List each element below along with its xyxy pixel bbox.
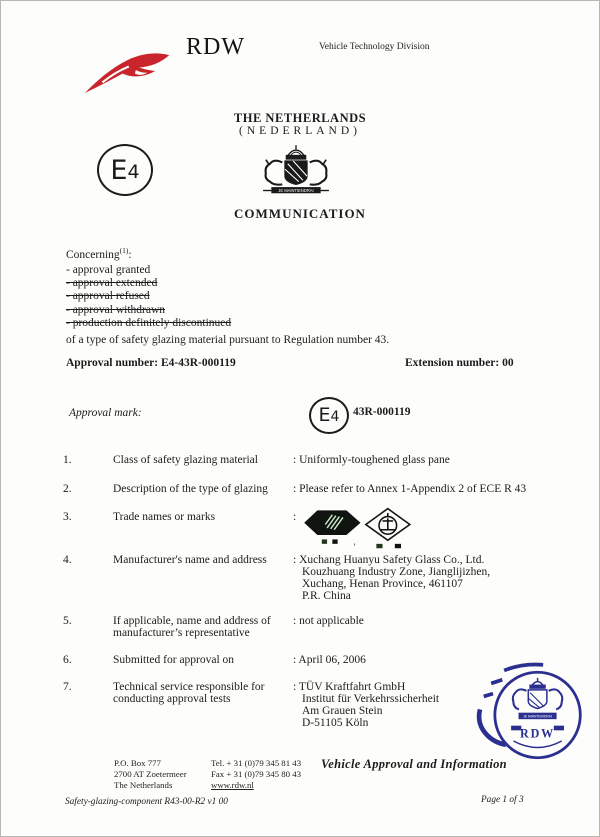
trade-mark-logos (301, 506, 413, 550)
item-6-value: : April 06, 2006 (293, 654, 366, 666)
item-4-number: 4. (63, 554, 72, 566)
footer-department: Vehicle Approval and Information (321, 757, 507, 771)
rdw-blue-stamp-icon (467, 661, 597, 769)
item-6-number: 6. (63, 654, 72, 666)
communication-heading: COMMUNICATION (234, 206, 366, 221)
svg-text:,: , (353, 536, 356, 547)
footer-fax: Fax + 31 (0)79 345 80 43 (211, 769, 301, 779)
svg-text:JE MAINTIENDRAI: JE MAINTIENDRAI (523, 714, 552, 719)
approval-mark-value: 43R-000119 (353, 406, 411, 418)
option-approval-refused: - approval refused (66, 290, 150, 303)
netherlands-coat-of-arms-icon (248, 140, 344, 204)
diamond-circle-logo-icon (366, 509, 410, 541)
option-production-discontinued: - production definitely discontinued (66, 316, 232, 329)
item-5-number: 5. (63, 615, 72, 627)
footer-website: www.rdw.nl (211, 780, 254, 790)
e4-letter: E (110, 154, 128, 186)
item-7-value: : TÜV Kraftfahrt GmbH Institut für Verkehrssicherheit Am Grauen Stein D-51105 Köln (293, 681, 440, 729)
item-3-label: Trade names or marks (113, 511, 216, 523)
coat-of-arms-banner-text: JE MAINTIENDRAI (278, 187, 314, 193)
item-2-value: : Please refer to Annex 1-Appendix 2 of ECE R 43 (293, 483, 527, 495)
footer-tel: Tel. + 31 (0)79 345 81 43 (211, 758, 302, 768)
item-4-value: : Xuchang Huanyu Safety Glass Co., Ltd. Kouzhuang Industry Zone, Jianglijizhen, Xuchang, Henan Province, 461107 P.R. China (293, 554, 491, 602)
item-4-label: Manufacturer's name and address (113, 554, 267, 566)
item-7-number: 7. (63, 681, 72, 693)
approval-mark-label: Approval mark: (69, 407, 142, 419)
concerning-label: Concerning$^{(1)}$: (66, 246, 132, 261)
item-1-number: 1. (63, 454, 72, 466)
option-approval-granted: - approval granted (66, 264, 151, 276)
rdw-logo-swoosh-icon (83, 43, 171, 99)
extension-number: Extension number: 00 (405, 357, 514, 369)
footnote-ref: (1) (119, 246, 129, 255)
country-title-native: (NEDERLAND) (239, 125, 361, 137)
brand-wordmark: RDW (186, 34, 245, 60)
item-3-number: 3. (63, 511, 72, 523)
page-number: Page 1 of 3 (481, 795, 524, 805)
e4-mark-small-icon: E 4 (309, 397, 349, 434)
division-title: Vehicle Technology Division (319, 42, 430, 52)
item-2-number: 2. (63, 483, 72, 495)
item-7-label: Technical service responsible for conducting approval tests (113, 681, 265, 705)
country-title: THE NETHERLANDS (233, 111, 367, 125)
item-1-value: : Uniformly-toughened glass pane (293, 454, 450, 466)
footer-address: P.O. Box 777 2700 AT Zoetermeer The Netherlands (114, 758, 187, 790)
stamp-rdw-text: RDW (520, 726, 556, 741)
e4-approval-mark-icon (97, 144, 153, 196)
option-approval-withdrawn: - approval withdrawn (66, 303, 165, 316)
e4-number: 4 (127, 160, 140, 183)
document-id: Safety-glazing-component R43-00-R2 v1 00 (65, 797, 228, 807)
item-6-label: Submitted for approval on (113, 654, 235, 666)
item-1-label: Class of safety glazing material (113, 454, 258, 466)
item-5-value: : not applicable (293, 615, 364, 627)
footer-contact (211, 758, 301, 791)
item-5-label: If applicable, name and address of manufacturer’s representative (113, 615, 271, 639)
option-approval-extended: - approval extended (66, 277, 158, 290)
approval-number: Approval number: E4-43R-000119 (66, 357, 236, 369)
pursuant-statement: of a type of safety glazing material pursuant to Regulation number 43. (66, 334, 390, 346)
hexagon-glass-logo-icon (304, 510, 360, 543)
item-2-label: Description of the type of glazing (113, 483, 268, 495)
item-3-colon: : (293, 511, 297, 523)
concerning-options-list (66, 264, 231, 330)
